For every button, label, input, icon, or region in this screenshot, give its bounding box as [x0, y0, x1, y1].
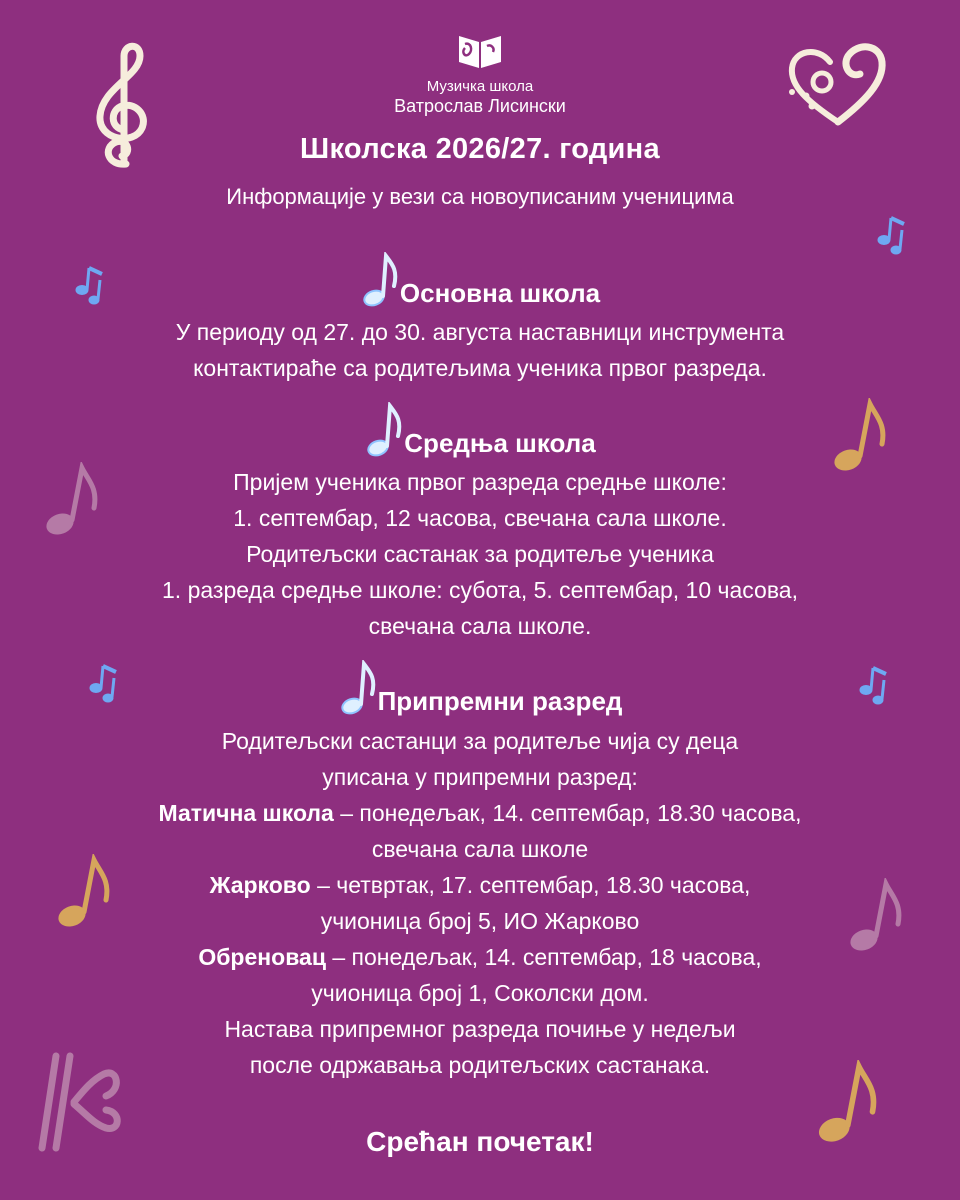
text-line: контактираће са родитељима ученика првог разреда. [193, 355, 767, 381]
location-detail: – понедељак, 14. септембар, 18.30 часова, [333, 800, 802, 826]
text-line: 1. септембар, 12 часова, свечана сала школе. [233, 505, 727, 531]
text-line: свечана сала школе. [368, 613, 592, 639]
text-line: свечана сала школе [371, 836, 589, 862]
school-name-line1: Музичка школа [426, 78, 534, 95]
text-line: учионица број 5, ИО Жарково [320, 908, 640, 934]
location-name: Жарково [209, 872, 311, 898]
closing-message: Срећан почетак! [366, 1126, 594, 1157]
location-detail: – четвртак, 17. септембар, 18.30 часова, [310, 872, 751, 898]
text-line: уписана у припремни разред: [322, 764, 638, 790]
location-name: Обреновац [198, 944, 326, 970]
glowing-note-icon [364, 402, 404, 458]
section-heading-secondary [0, 402, 960, 458]
text-line: учионица број 1, Соколски дом. [311, 980, 649, 1006]
page-subtitle: Информације у вези са новоуписаним ученицима [226, 184, 734, 209]
section-heading-preparatory [0, 660, 960, 716]
location-line [0, 939, 960, 975]
text-line: Родитељски састанак за родитеље ученика [246, 541, 714, 567]
text-line: У периоду од 27. до 30. августа наставници инструмента [175, 319, 785, 345]
text-line: Родитељски састанци за родитеље чија су деца [221, 728, 739, 754]
section-title: Средња школа [404, 428, 596, 458]
school-name-line2: Ватрослав Лисински [394, 96, 566, 116]
section-title: Основна школа [399, 278, 601, 308]
location-line [0, 867, 960, 903]
glowing-note-icon [338, 660, 378, 716]
logo-icon [451, 32, 507, 72]
text-line: после одржавања родитељских састанака. [249, 1052, 711, 1078]
section-title: Припремни разред [377, 686, 623, 716]
text-line: Пријем ученика првог разреда средње школе: [233, 469, 727, 495]
section-heading-primary [0, 252, 960, 308]
location-name: Матична школа [158, 800, 334, 826]
location-detail: – понедељак, 14. септембар, 18 часова, [325, 944, 762, 970]
glowing-note-icon [360, 252, 400, 308]
text-line: Настава припремног разреда почиње у недељи [224, 1016, 736, 1042]
text-line: 1. разреда средње школе: субота, 5. септембар, 10 часова, [162, 577, 798, 603]
location-line [0, 795, 960, 831]
section-body-secondary [0, 464, 960, 644]
page-title: Школска 2026/27. година [300, 133, 660, 165]
section-body-preparatory [0, 723, 960, 1083]
section-body-primary [0, 314, 960, 386]
